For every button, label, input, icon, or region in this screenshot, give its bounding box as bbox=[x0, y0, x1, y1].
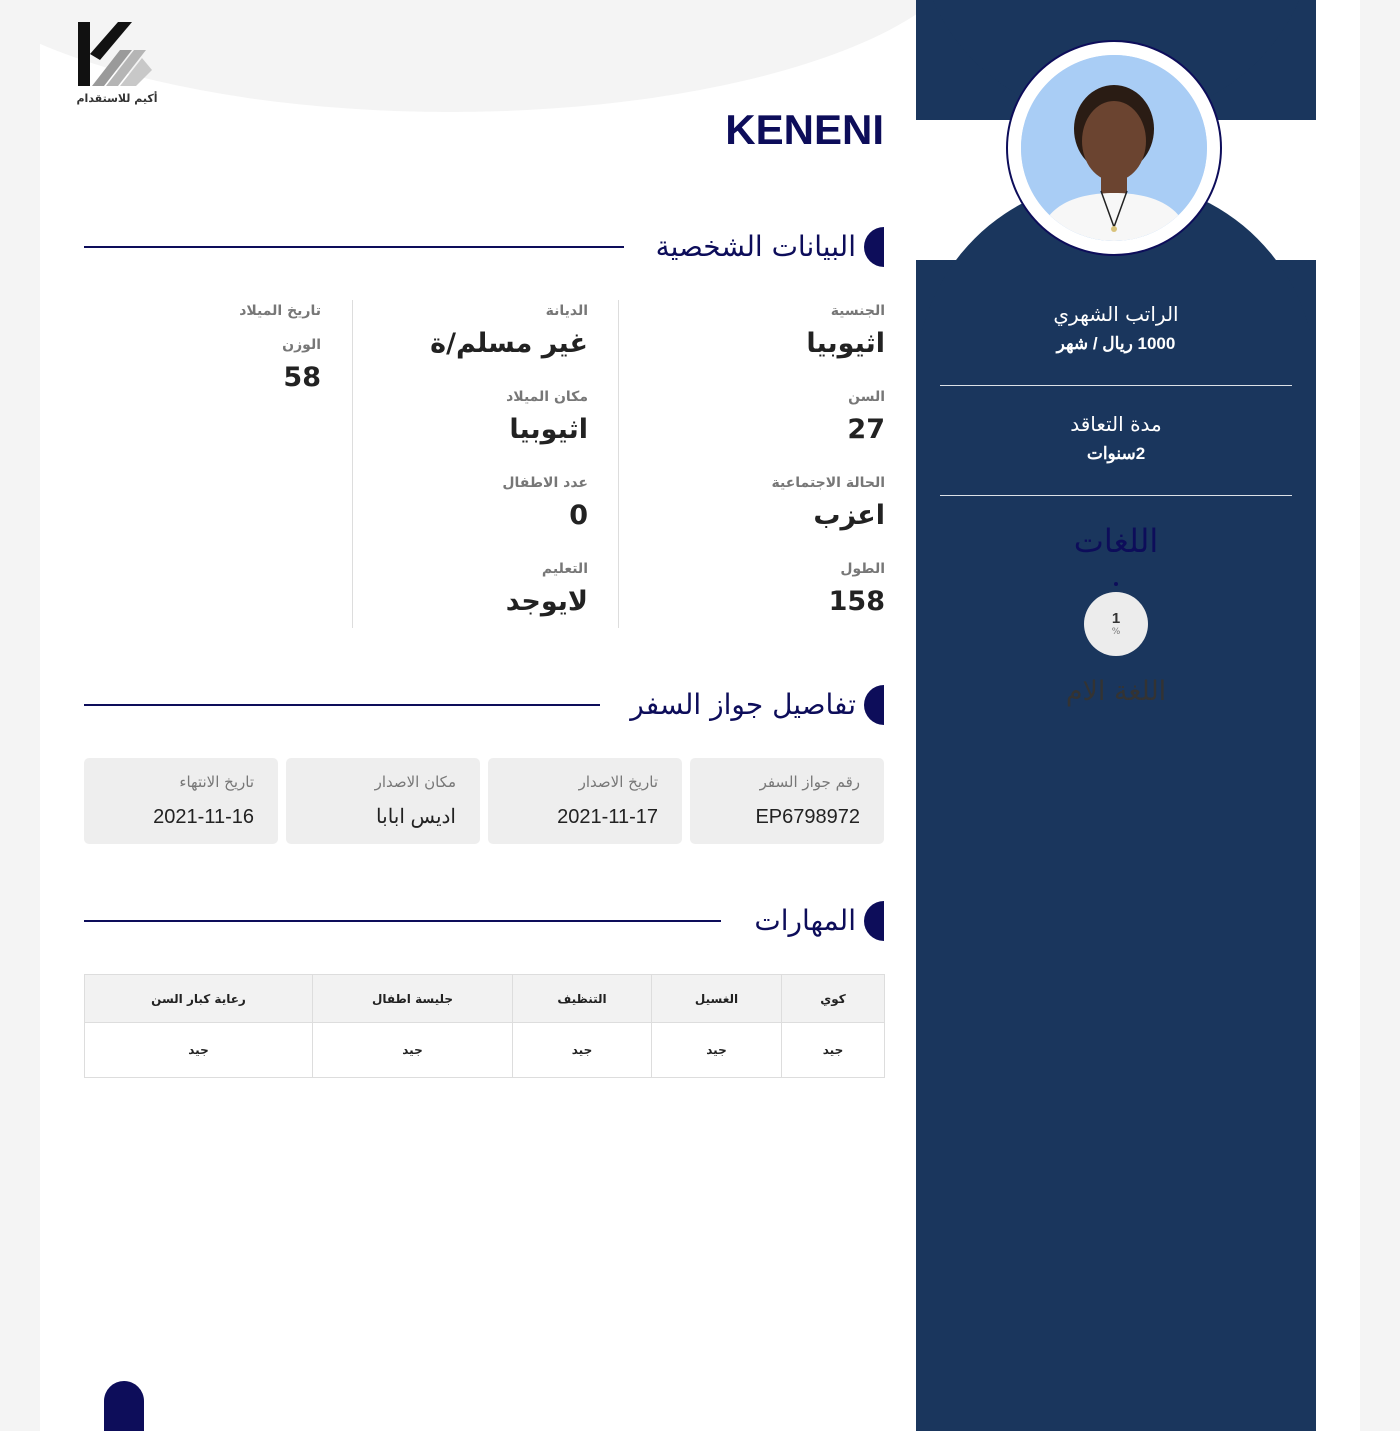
language-level-unit: % bbox=[1111, 627, 1121, 637]
header-curve-decoration bbox=[40, 0, 980, 112]
section-cap-icon bbox=[864, 227, 884, 267]
field-religion: الديانة غير مسلم/ة bbox=[430, 303, 588, 359]
company-logo bbox=[76, 20, 158, 110]
field-age: السن 27 bbox=[847, 389, 885, 445]
skill-header: التنظيف bbox=[513, 975, 652, 1023]
sidebar-divider bbox=[940, 495, 1292, 496]
skill-header: رعاية كبار السن bbox=[85, 975, 313, 1023]
salary-value: 1000 ريال / شهر bbox=[1056, 334, 1176, 353]
logo-text: أكيم للاستقدام bbox=[76, 92, 158, 105]
logo-mark-icon bbox=[76, 20, 158, 92]
section-cap-icon bbox=[864, 901, 884, 941]
language-name: اللغة الام bbox=[1065, 676, 1167, 707]
personal-column-2 bbox=[352, 300, 588, 628]
field-birth-date: تاريخ الميلاد bbox=[239, 303, 321, 319]
field-weight: الوزن 58 bbox=[282, 337, 321, 393]
salary-label: الراتب الشهري bbox=[1053, 302, 1179, 326]
passport-number-card: رقم جواز السفر EP6798972 bbox=[690, 758, 884, 844]
sidebar-divider bbox=[940, 385, 1292, 386]
field-education: التعليم لايوجد bbox=[505, 561, 588, 617]
section-rule bbox=[84, 920, 721, 922]
language-level-value: 1 bbox=[1111, 610, 1121, 627]
cv-page bbox=[40, 0, 1360, 1431]
contract-value: 2سنوات bbox=[1086, 444, 1146, 463]
skill-rating: جيد bbox=[652, 1023, 782, 1078]
page-footer-tab-decoration bbox=[104, 1381, 144, 1431]
personal-column-3 bbox=[86, 300, 321, 628]
language-bullet-icon bbox=[1114, 582, 1118, 586]
personal-column-1 bbox=[618, 300, 885, 628]
person-portrait-icon bbox=[1021, 55, 1207, 241]
skill-header: الغسيل bbox=[652, 975, 782, 1023]
passport-section-header bbox=[84, 685, 884, 725]
profile-photo bbox=[1018, 52, 1210, 244]
skill-rating: جيد bbox=[513, 1023, 652, 1078]
skills-value-row bbox=[85, 1023, 885, 1078]
personal-section-header bbox=[84, 227, 884, 267]
section-cap-icon bbox=[864, 685, 884, 725]
passport-issue-place-card: مكان الاصدار اديس ابابا bbox=[286, 758, 480, 844]
skill-rating: جيد bbox=[313, 1023, 513, 1078]
field-marital-status: الحالة الاجتماعية اعزب bbox=[771, 475, 885, 531]
passport-expiry-date-card: تاريخ الانتهاء 2021-11-16 bbox=[84, 758, 278, 844]
passport-issue-date-card: تاريخ الاصدار 2021-11-17 bbox=[488, 758, 682, 844]
languages-title: اللغات bbox=[1073, 522, 1159, 560]
skills-table bbox=[84, 974, 885, 1078]
skill-header: جليسة اطفال bbox=[313, 975, 513, 1023]
section-rule bbox=[84, 704, 600, 706]
skills-section-title: المهارات bbox=[754, 904, 856, 937]
passport-section-title: تفاصيل جواز السفر bbox=[630, 688, 856, 721]
profile-photo-frame bbox=[1006, 40, 1222, 256]
skill-rating: جيد bbox=[782, 1023, 885, 1078]
skills-header-row bbox=[85, 975, 885, 1023]
candidate-name: KENENI bbox=[725, 106, 884, 153]
field-nationality: الجنسية اثيوبيا bbox=[806, 303, 885, 359]
skill-header: كوي bbox=[782, 975, 885, 1023]
skills-section-header bbox=[84, 901, 884, 941]
personal-section-title: البيانات الشخصية bbox=[655, 230, 856, 263]
contract-block bbox=[940, 412, 1292, 464]
sidebar bbox=[916, 0, 1316, 1431]
section-rule bbox=[84, 246, 624, 248]
field-height: الطول 158 bbox=[828, 561, 885, 617]
salary-block bbox=[940, 302, 1292, 354]
language-level-badge bbox=[1084, 592, 1148, 656]
contract-label: مدة التعاقد bbox=[1070, 412, 1162, 436]
field-children-count: عدد الاطفال 0 bbox=[502, 475, 588, 531]
field-birth-place: مكان الميلاد اثيوبيا bbox=[506, 389, 588, 445]
skill-rating: جيد bbox=[85, 1023, 313, 1078]
